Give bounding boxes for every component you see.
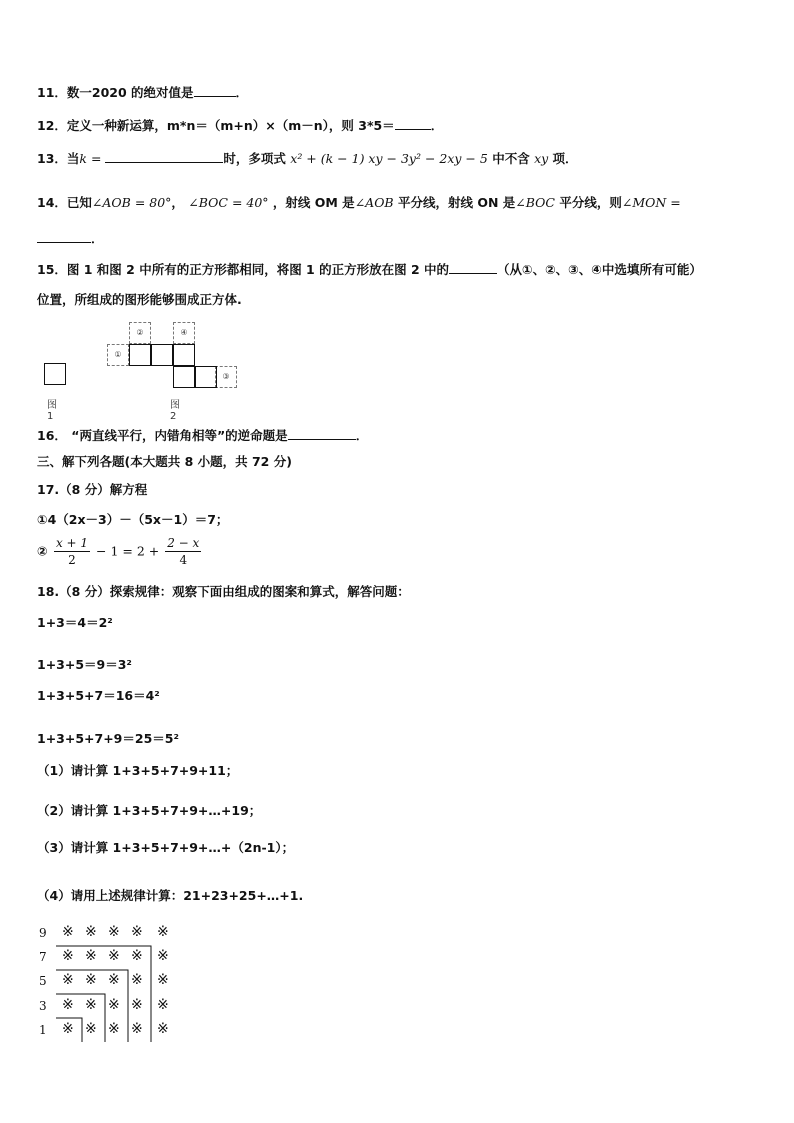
grid-symbol: ※ — [157, 997, 169, 1013]
question-11: 11．数一2020 的绝对值是 ． — [37, 85, 249, 100]
q17-equation-2: ② $\frac{x + 1}{2}$ − 1 = 2 + $\frac{2 - x}{4}$ — [37, 536, 200, 567]
q13-polynomial: x² + (k − 1) xy − 3y² − 2xy − 5 — [290, 151, 488, 166]
q18-formula-4: 1+3+5+7+9＝25＝5² — [37, 731, 179, 746]
q18-part-1: （1）请计算 1+3+5+7+9+11； — [37, 763, 239, 778]
grid-symbol: ※ — [131, 1021, 143, 1037]
question-15-line2: 位置，所组成的图形能够围成正方体. — [37, 292, 242, 307]
q17-equation-1: ①4（2x－3）－（5x－1）＝7； — [37, 512, 229, 527]
grid-symbol: ※ — [131, 972, 143, 988]
row-label: 7 — [39, 950, 47, 964]
row-label: 5 — [39, 974, 47, 988]
grid-symbol: ※ — [85, 948, 97, 964]
option-1-square: ① — [107, 344, 129, 366]
grid-symbol: ※ — [131, 997, 143, 1013]
grid-symbol: ※ — [108, 1021, 120, 1037]
q18-part-2: （2）请计算 1+3+5+7+9+…+19； — [37, 803, 262, 818]
q12-text: 12．定义一种新运算，m*n＝（m+n）×（m－n），则 3*5＝ — [37, 118, 395, 133]
grid-symbol: ※ — [62, 972, 74, 988]
grid-symbol: ※ — [62, 997, 74, 1013]
grid-symbol: ※ — [85, 972, 97, 988]
question-12: 12．定义一种新运算，m*n＝（m+n）×（m－n），则 3*5＝ ． — [37, 118, 444, 133]
question-13: 13．当k = 时，多项式 x² + (k − 1) xy − 3y² − 2xy − 5 中不含 xy 项． — [37, 151, 578, 166]
row-label: 3 — [39, 999, 47, 1013]
figure-2-square — [151, 344, 173, 366]
grid-symbol: ※ — [108, 948, 120, 964]
question-18-title: 18.（8 分）探索规律：观察下面由组成的图案和算式，解答问题： — [37, 584, 410, 599]
q11-text: 11．数一2020 的绝对值是 — [37, 85, 194, 100]
q15-blank[interactable] — [449, 261, 497, 274]
q18-part-4: （4）请用上述规律计算：21+23+25+…+1. — [37, 888, 304, 903]
grid-symbol: ※ — [62, 924, 74, 940]
fraction: $\frac{2 - x}{4}$ — [167, 536, 200, 567]
grid-symbol: ※ — [108, 972, 120, 988]
grid-symbol: ※ — [108, 997, 120, 1013]
grid-symbol: ※ — [62, 948, 74, 964]
q18-formula-2: 1+3+5＝9＝3² — [37, 657, 132, 672]
figure-2-square — [195, 366, 217, 388]
question-14-line2: ． — [37, 230, 104, 247]
question-17-title: 17.（8 分）解方程 — [37, 482, 148, 497]
question-16: 16． “两直线平行，内错角相等”的逆命题是 ． — [37, 428, 369, 443]
option-2-square: ② — [129, 322, 151, 344]
grid-symbol: ※ — [157, 972, 169, 988]
q12-blank[interactable] — [395, 117, 431, 130]
grid-symbol: ※ — [131, 948, 143, 964]
q14-blank[interactable] — [37, 230, 91, 243]
q18-formula-1: 1+3＝4＝2² — [37, 615, 113, 630]
figure-2-square — [173, 366, 195, 388]
q18-part-3: （3）请计算 1+3+5+7+9+…+（2n-1）； — [37, 840, 295, 855]
section-3-heading: 三、解下列各题(本大题共 8 小题，共 72 分) — [37, 454, 292, 469]
grid-symbol: ※ — [85, 1021, 97, 1037]
q16-blank[interactable] — [288, 427, 356, 440]
question-14: 14．已知∠AOB = 80°， ∠BOC = 40° ，射线 OM 是∠AOB 平分线，射线 ON 是∠BOC 平分线，则∠MON = — [37, 195, 681, 210]
grid-symbol: ※ — [108, 924, 120, 940]
q13-blank[interactable] — [105, 150, 223, 163]
figure-2-square — [173, 344, 195, 366]
figure-2-caption: 图 2 — [170, 400, 180, 422]
figure-1-caption: 图 1 — [47, 400, 57, 422]
figure-2-square — [129, 344, 151, 366]
figure-1-square — [44, 363, 66, 385]
grid-symbol: ※ — [62, 1021, 74, 1037]
grid-symbol: ※ — [85, 924, 97, 940]
row-label: 1 — [39, 1023, 47, 1037]
grid-symbol: ※ — [157, 948, 169, 964]
question-15: 15．图 1 和图 2 中所有的正方形都相同，将图 1 的正方形放在图 2 中的 （从①、②、③、④中选填所有可能） — [37, 262, 702, 277]
row-label: 9 — [39, 926, 47, 940]
q11-blank[interactable] — [194, 84, 236, 97]
fraction: $\frac{x + 1}{2}$ — [55, 536, 89, 567]
grid-symbol: ※ — [131, 924, 143, 940]
grid-symbol: ※ — [157, 924, 169, 940]
option-4-square: ④ — [173, 322, 195, 344]
grid-symbol: ※ — [157, 1021, 169, 1037]
grid-symbol: ※ — [85, 997, 97, 1013]
q18-formula-3: 1+3+5+7＝16＝4² — [37, 688, 160, 703]
option-3-square: ③ — [215, 366, 237, 388]
